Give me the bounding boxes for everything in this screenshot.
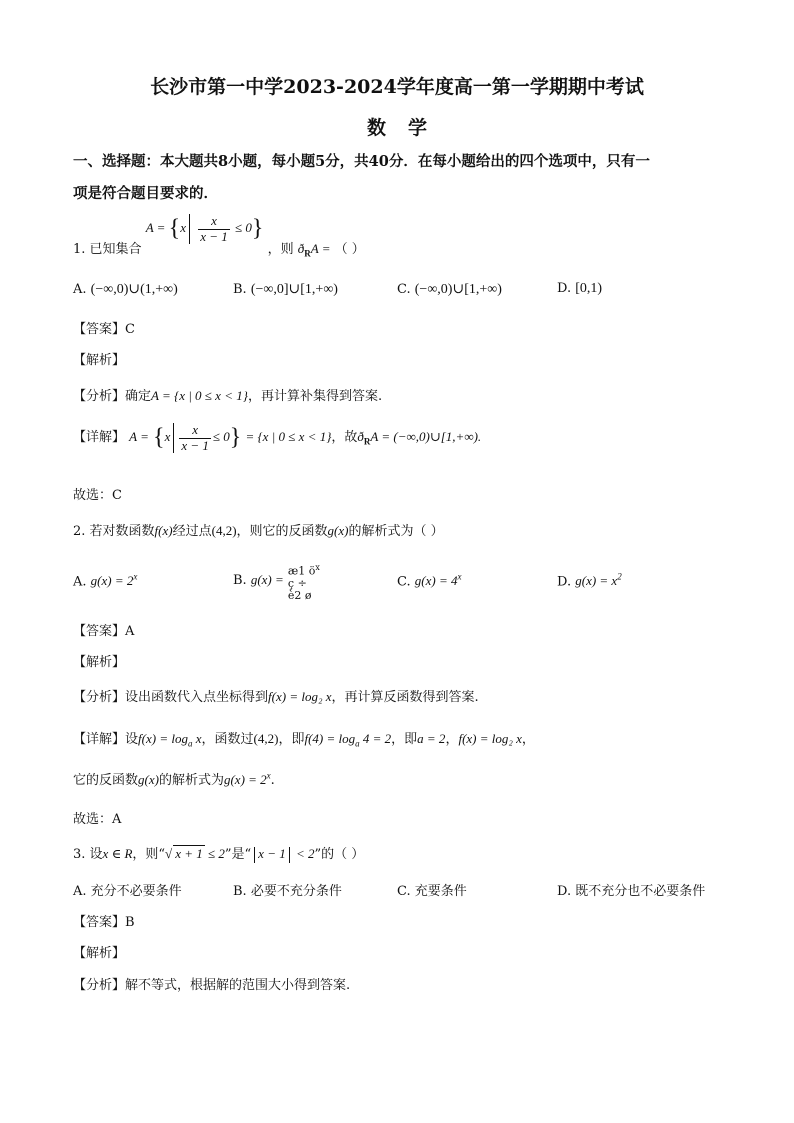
q2-analysis-tag: 【解析】 (73, 655, 126, 670)
q2-option-d: D. $g(x) = x^2$ (557, 572, 622, 590)
q2-choose: 故选：A (73, 812, 122, 827)
q1-option-c: C. (−∞,0)∪[1,+∞) (397, 282, 502, 297)
q1-option-b: B. (−∞,0]∪[1,+∞) (233, 282, 338, 297)
q3-option-c: C. 充要条件 (397, 884, 467, 899)
q3-option-b: B. 必要不充分条件 (233, 884, 342, 899)
q1-option-a: A. (−∞,0)∪(1,+∞) (73, 282, 178, 297)
question-3-stem: 3. 设x ∈ R，则“√ x + 1 ≤ 2”是“ x − 1 < 2”的（ ） (73, 846, 365, 862)
q1-prefix: 1. 已知集合 (73, 242, 142, 257)
question-2-stem: 2. 若对数函数f(x)经过点(4,2)，则它的反函数g(x)的解析式为（ ） (73, 523, 444, 539)
q2-option-c: C. $g(x) = 4^x$ (397, 572, 462, 590)
q3-option-a: A. 充分不必要条件 (73, 884, 182, 899)
q3-answer: 【答案】B (73, 915, 135, 930)
section-heading-line2: 项是符合题目要求的． (73, 185, 218, 202)
q1-option-d: D. [0,1) (557, 281, 603, 296)
page-subtitle: 数学 (366, 117, 449, 139)
q1-set-expression: A = {x $\frac{x}{x - 1}$ ≤ 0} (145, 213, 264, 244)
page-title: 长沙市第一中学2023-2024学年度高一第一学期期中考试 (150, 76, 644, 98)
q2-fenxi: 【分析】设出函数代入点坐标得到f(x) = log₂ x，再计算反函数得到答案. (73, 689, 479, 705)
q2-answer: 【答案】A (73, 624, 135, 639)
q3-option-d: D. 既不充分也不必要条件 (557, 884, 706, 899)
q2-option-a: A. $g(x) = 2^x$ (73, 572, 138, 590)
q1-fenxi: 【分析】确定A = {x | 0 ≤ x < 1}，再计算补集得到答案. (73, 388, 383, 404)
q3-analysis-tag: 【解析】 (73, 946, 126, 961)
q1-analysis-tag: 【解析】 (73, 353, 126, 368)
q2-option-b: B. g(x) = æ1 $ö^x$ ç ÷ è2 ø (233, 563, 320, 602)
section-heading-line1: 一、选择题：本大题共8小题，每小题5分，共40分．在每小题给出的四个选项中，只有一 (73, 153, 650, 170)
q1-choose: 故选：C (73, 488, 122, 503)
q3-fenxi: 【分析】解不等式，根据解的范围大小得到答案. (73, 978, 351, 993)
question-1-stem: 1. 已知集合 A = {x $\frac{x}{x - 1}$ ≤ 0} ，则 $ð_RA$ = （ ） (73, 213, 365, 259)
q2-xiangjie: 【详解】设$f(x) = \log_a x$，函数过(4,2)，即$f(4) = \log_a 4 = 2$，即a = 2，f(x) = log₂ x， (73, 731, 535, 749)
q2-xiangjie-line2: 它的反函数g(x)的解析式为$g(x) = 2^x$. (73, 770, 275, 788)
q1-xiangjie: 【详解】 A = {x $\frac{x}{x - 1}$ ≤ 0} = {x | 0 ≤ x < 1}，故$ð_RA$ = (−∞,0)∪[1,+∞). (73, 422, 482, 453)
q1-answer: 【答案】C (73, 322, 135, 337)
